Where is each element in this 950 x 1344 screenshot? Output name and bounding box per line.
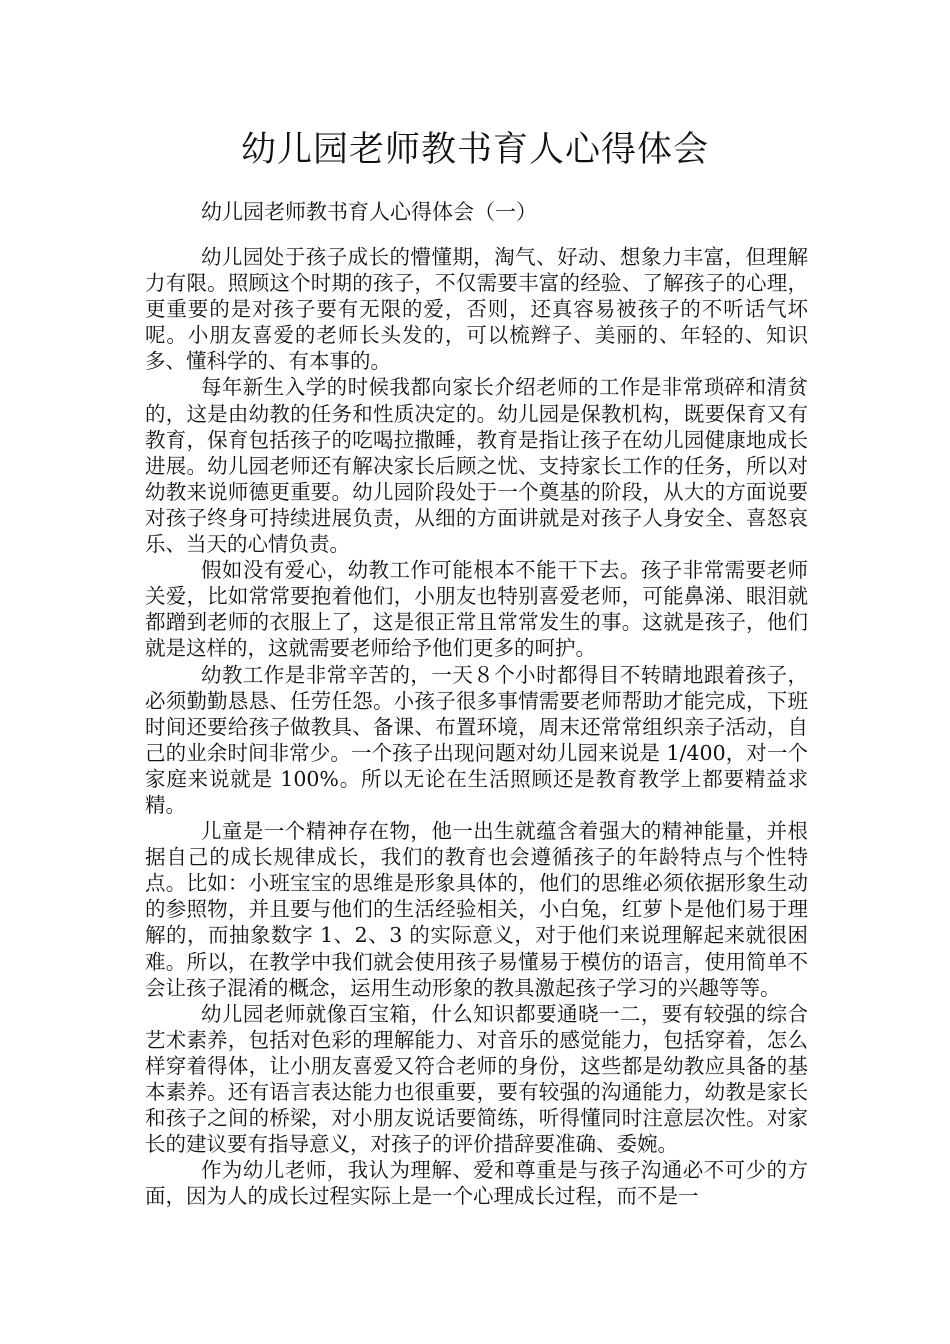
paragraph: 幼教工作是非常辛苦的，一天８个小时都得目不转睛地跟着孩子，必须勤勤恳恳、任劳任怨。小孩子很多事情需要老师帮助才能完成，下班时间还要给孩子做教具、备课、布置环境，周末还常常组织亲子活动，自己的业余时间非常少。一个孩子出现问题对幼儿园来说是 1/400，对一个家庭来说就是 100%。所以无论在生活照顾还是教育教学上都要精益求精。 bbox=[145, 662, 808, 817]
section-subtitle: 幼儿园老师教书育人心得体会（一） bbox=[201, 200, 537, 224]
paragraph: 儿童是一个精神存在物，他一出生就蕴含着强大的精神能量，并根据自己的成长规律成长，我们的教育也会遵循孩子的年龄特点与个性特点。比如：小班宝宝的思维是形象具体的，他们的思维必须依据形象生动的参照物，并且要与他们的生活经验相关，小白兔，红萝卜是他们易于理解的，而抽象数字 1、2、3 的实际意义，对于他们来说理解起来就很困难。所以，在教学中我们就会使用孩子易懂易于模仿的语言，使用简单不会让孩子混淆的概念，运用生动形象的教具激起孩子学习的兴趣等等。 bbox=[145, 819, 808, 1000]
paragraph: 作为幼儿老师，我认为理解、爱和尊重是与孩子沟通必不可少的方面，因为人的成长过程实际上是一个心理成长过程，而不是一 bbox=[145, 1158, 808, 1209]
paragraph: 每年新生入学的时候我都向家长介绍老师的工作是非常琐碎和清贫的，这是由幼教的任务和性质决定的。幼儿园是保教机构，既要保育又有教育，保育包括孩子的吃喝拉撒睡，教育是指让孩子在幼儿园健康地成长进展。幼儿园老师还有解决家长后顾之忧、支持家长工作的任务，所以对幼教来说师德更重要。幼儿园阶段处于一个奠基的阶段，从大的方面说要对孩子终身可持续进展负责，从细的方面讲就是对孩子人身安全、喜怒哀乐、当天的心情负责。 bbox=[145, 375, 808, 557]
document-body bbox=[145, 244, 808, 1209]
paragraph: 假如没有爱心，幼教工作可能根本不能干下去。孩子非常需要老师关爱，比如常常要抱着他们，小朋友也特别喜爱老师，可能鼻涕、眼泪就都蹭到老师的衣服上了，这是很正常且常常发生的事。这就是孩子，他们就是这样的，这就需要老师给予他们更多的呵护。 bbox=[145, 558, 808, 661]
paragraph: 幼儿园处于孩子成长的懵懂期，淘气、好动、想象力丰富，但理解力有限。照顾这个时期的孩子，不仅需要丰富的经验、了解孩子的心理，更重要的是对孩子要有无限的爱，否则，还真容易被孩子的不听话气坏呢。小朋友喜爱的老师长头发的，可以梳辫子、美丽的、年轻的、知识多、懂科学的、有本事的。 bbox=[145, 245, 808, 374]
document-title: 幼儿园老师教书育人心得体会 bbox=[240, 130, 709, 170]
paragraph: 幼儿园老师就像百宝箱，什么知识都要通晓一二，要有较强的综合艺术素养，包括对色彩的理解能力、对音乐的感觉能力，包括穿着，怎么样穿着得体，让小朋友喜爱又符合老师的身份，这些都是幼教应具备的基本素养。还有语言表达能力也很重要，要有较强的沟通能力，幼教是家长和孩子之间的桥梁，对小朋友说话要简练，听得懂同时注意层次性。对家长的建议要有指导意义，对孩子的评价措辞要准确、委婉。 bbox=[145, 1001, 808, 1157]
